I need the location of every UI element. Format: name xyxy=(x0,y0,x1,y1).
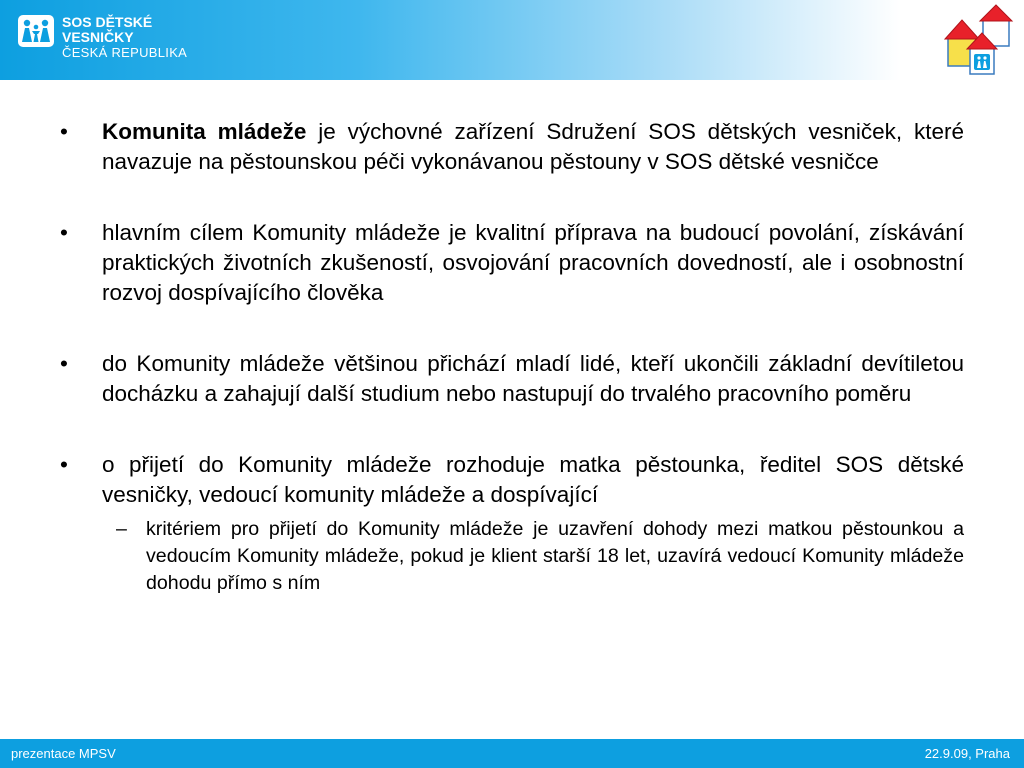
slide-content xyxy=(60,117,964,597)
sub-bullet-marker: – xyxy=(116,518,127,540)
logo-line-2: VESNIČKY xyxy=(62,29,134,45)
logo-line-3: ČESKÁ REPUBLIKA xyxy=(62,45,188,60)
bullet-text: do Komunity mládeže většinou přichází mladí lidé, kteří ukončili základní devítiletou docházku a zahajují další studium nebo nastupují do trvalého pracovního poměru xyxy=(102,351,964,406)
bullet-item xyxy=(60,450,964,510)
bullet-text: o přijetí do Komunity mládeže rozhoduje matka pěstounka, ředitel SOS dětské vesničky, vedoucí komunity mládeže a dospívající xyxy=(102,452,964,507)
bullet-item xyxy=(60,349,964,409)
bullet-marker: • xyxy=(60,452,68,477)
footer-bar xyxy=(0,739,1024,768)
footer-date-text: 22.9.09, Praha xyxy=(924,746,1010,761)
bold-term: Komunita mládeže xyxy=(102,119,307,144)
bullet-marker: • xyxy=(60,119,68,144)
bullet-item xyxy=(60,218,964,308)
bullet-text: hlavním cílem Komunity mládeže je kvalitní příprava na budoucí povolání, získávání praktických životních zkušeností, osvojování pracovních dovedností, ale i osobnostní rozvoj dospívajícího člověka xyxy=(102,220,964,305)
bullet-marker: • xyxy=(60,220,68,245)
bullet-text: je výchovné zařízení Sdružení SOS dětských vesniček, které navazuje na pěstounskou péči vykonávanou pěstouny v SOS dětské vesničce xyxy=(102,119,964,174)
children-logo-icon xyxy=(18,15,54,47)
header-bar xyxy=(0,0,1024,80)
bullet-marker: • xyxy=(60,351,68,376)
logo-text xyxy=(62,15,187,60)
sub-bullet-item xyxy=(116,516,964,597)
bullet-item xyxy=(60,117,964,177)
houses-icon xyxy=(944,4,1016,78)
footer-left-text: prezentace MPSV xyxy=(11,746,116,761)
logo-line-1: SOS DĚTSKÉ xyxy=(62,14,153,30)
sub-bullet-text: kritériem pro přijetí do Komunity mládeže je uzavření dohody mezi matkou pěstounkou a vedoucím Komunity mládeže, pokud je klient starší 18 let, uzavírá vedoucí Komunity mládeže dohodu přímo s ním xyxy=(146,518,964,594)
